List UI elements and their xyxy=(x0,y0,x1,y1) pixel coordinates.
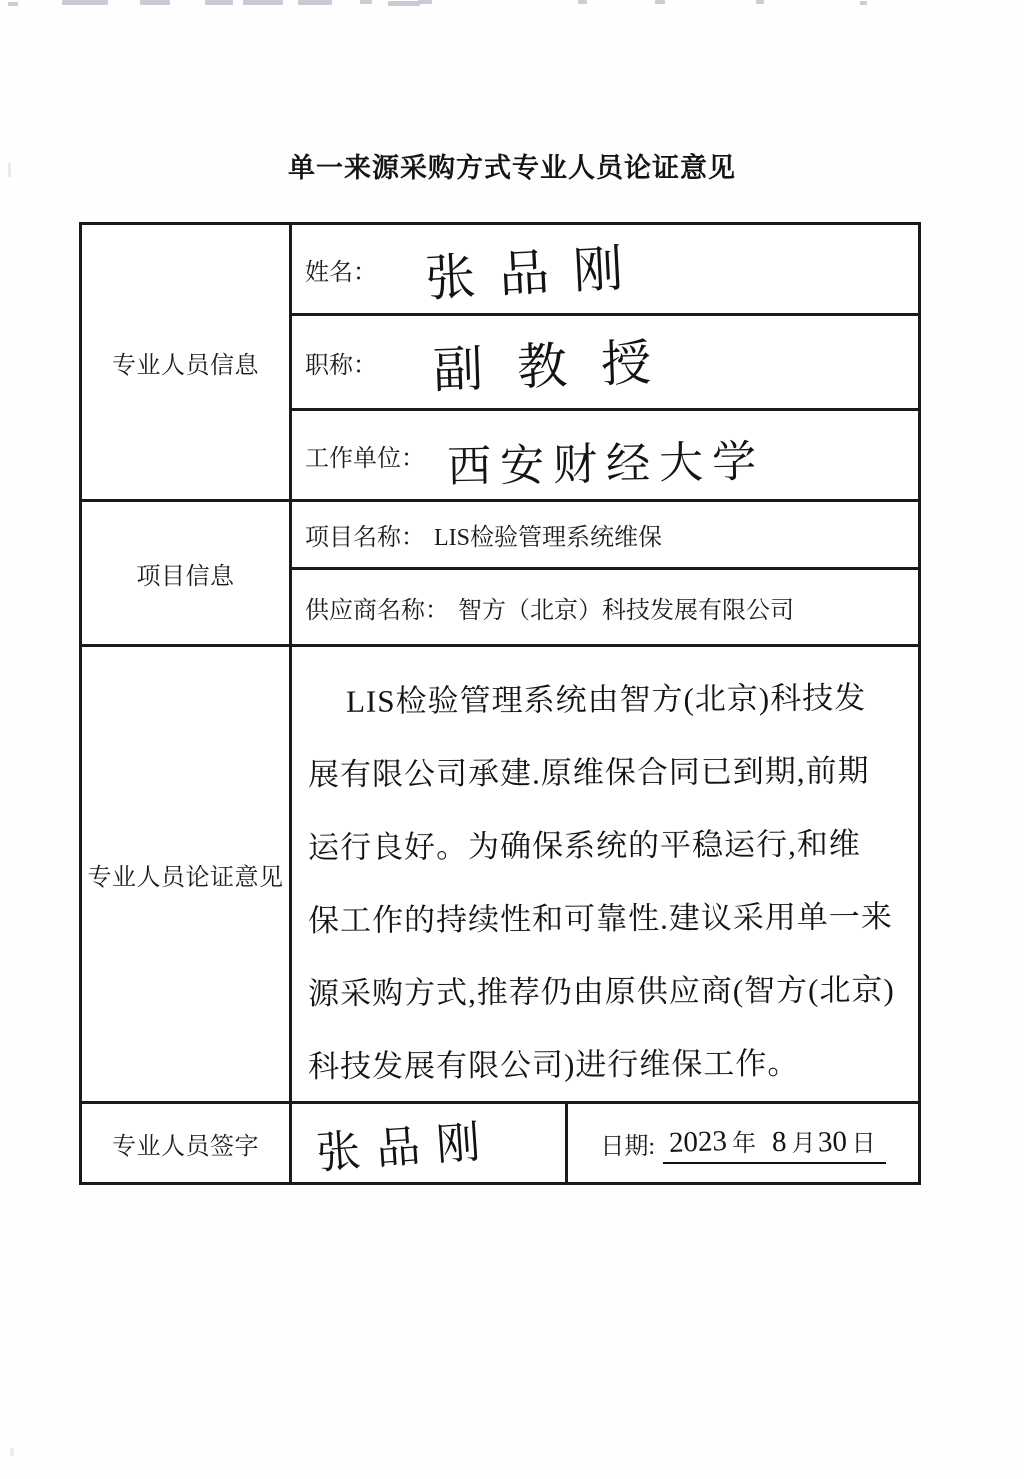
personnel-section-label: 专业人员信息 xyxy=(82,225,292,499)
name-label: 姓名： xyxy=(305,259,377,286)
scan-artifact xyxy=(298,0,332,5)
signature-cell xyxy=(292,1104,568,1182)
date-day-unit: 日 xyxy=(851,1130,876,1157)
opinion-line: 源采购方式,推荐仍由原供应商(智方(北京) xyxy=(307,972,895,1012)
opinion-handwritten-text xyxy=(292,647,918,1101)
project-section-label: 项目信息 xyxy=(82,502,292,644)
project-name-row xyxy=(292,502,918,567)
work-unit-label: 工作单位： xyxy=(305,445,425,472)
opinion-line: 保工作的持续性和可靠性.建议采用单一来 xyxy=(307,899,893,939)
opinion-section-label: 专业人员论证意见 xyxy=(82,647,292,1101)
scan-artifact xyxy=(205,0,233,5)
project-name-label: 项目名称： xyxy=(305,525,425,551)
date-month-unit: 月 xyxy=(791,1130,816,1157)
scan-artifact xyxy=(388,1,420,6)
scan-artifact xyxy=(243,0,283,5)
opinion-line: LIS检验管理系统由智方(北京)科技发 xyxy=(345,680,867,719)
date-year-unit: 年 xyxy=(732,1130,757,1157)
opinion-line: 科技发展有限公司)进行维保工作。 xyxy=(307,1045,800,1085)
date-month-handwritten: 8 xyxy=(771,1125,788,1158)
work-unit-row xyxy=(292,408,918,499)
opinion-line: 运行良好。为确保系统的平稳运行,和维 xyxy=(307,826,861,866)
date-label: 日期: xyxy=(600,1133,656,1160)
supplier-name-label: 供应商名称： xyxy=(305,597,449,624)
scan-artifact xyxy=(655,0,665,4)
scan-artifact xyxy=(578,0,587,4)
job-title-row xyxy=(292,313,918,408)
supplier-name-value: 智方（北京）科技发展有限公司 xyxy=(458,597,794,624)
name-row xyxy=(292,225,918,313)
scan-artifact xyxy=(360,0,372,4)
work-unit-value-handwritten: 西安财经大学 xyxy=(446,437,766,492)
opinion-line: 展有限公司承建.原维保合同已到期,前期 xyxy=(307,753,870,793)
project-info-section xyxy=(82,499,918,644)
scan-artifact xyxy=(62,0,108,5)
project-name-value: LIS检验管理系统维保 xyxy=(434,525,662,551)
job-title-value-handwritten: 副教授 xyxy=(432,333,687,399)
personnel-info-section xyxy=(82,225,918,499)
supplier-name-row xyxy=(292,567,918,644)
date-day-handwritten: 30 xyxy=(817,1125,848,1158)
scan-artifact xyxy=(418,0,432,4)
scan-artifact xyxy=(140,0,170,5)
job-title-label: 职称： xyxy=(305,352,377,379)
date-cell xyxy=(568,1104,918,1182)
form-table xyxy=(79,222,921,1185)
opinion-section xyxy=(82,644,918,1101)
page-title: 单一来源采购方式专业人员论证意见 xyxy=(288,153,736,183)
date-value xyxy=(663,1123,886,1164)
personnel-rows xyxy=(292,225,918,499)
name-value-handwritten: 张品刚 xyxy=(423,239,649,307)
date-year-handwritten: 2023 xyxy=(668,1124,728,1159)
scan-artifact xyxy=(8,2,18,6)
scan-artifact xyxy=(756,0,764,4)
signature-handwritten: 张品刚 xyxy=(314,1116,498,1179)
scan-artifact xyxy=(860,1,867,5)
signature-section xyxy=(82,1101,918,1182)
project-rows xyxy=(292,502,918,644)
scan-artifact xyxy=(10,1448,14,1456)
signature-section-label: 专业人员签字 xyxy=(82,1104,292,1182)
